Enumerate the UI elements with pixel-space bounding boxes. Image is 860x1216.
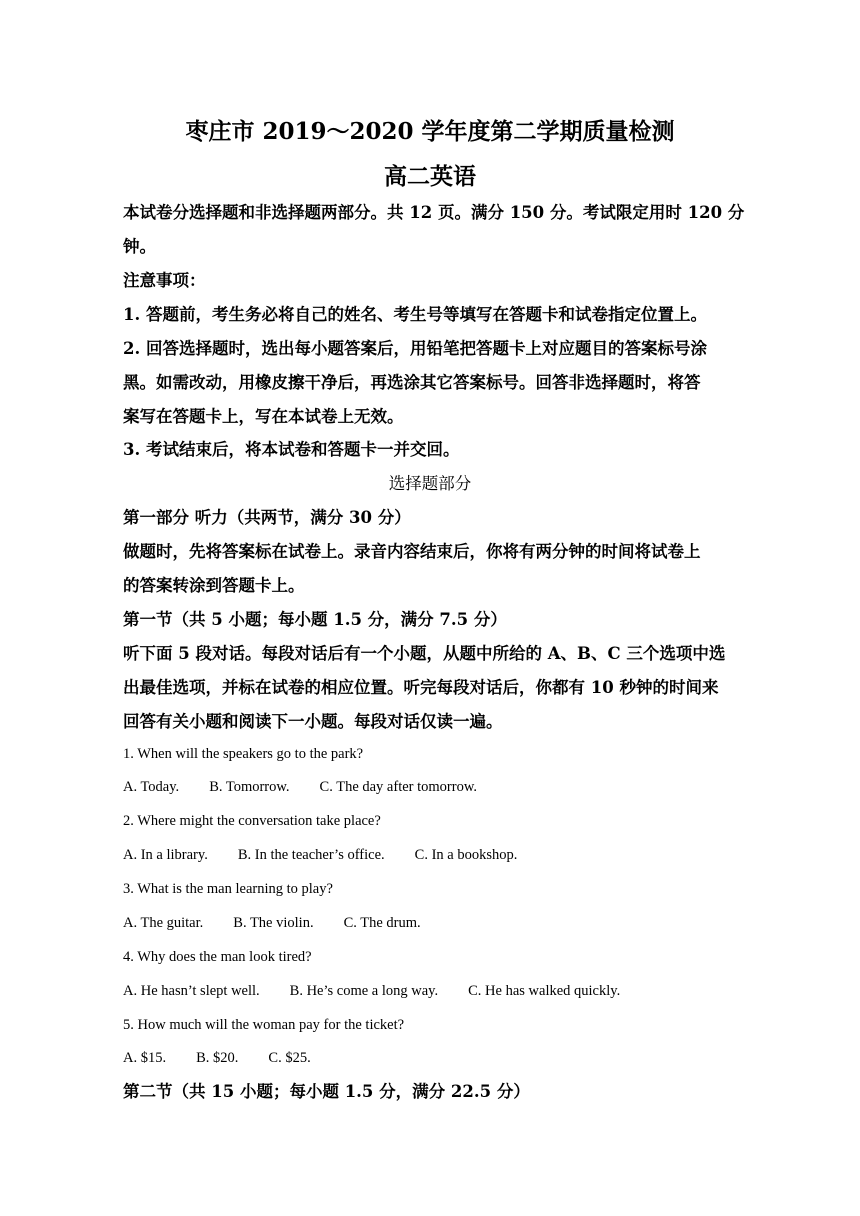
question-2: 2. Where might the conversation take place? bbox=[123, 813, 381, 829]
question-4: 4. Why does the man look tired? bbox=[123, 949, 312, 965]
notice-item-2-line-3: 案写在答题卡上，写在本试卷上无效。 bbox=[123, 407, 404, 426]
option-c: C. $25. bbox=[268, 1050, 311, 1066]
notice-item-3: 3. 考试结束后，将本试卷和答题卡一并交回。 bbox=[123, 440, 460, 459]
exam-title: 枣庄市 2019～2020 学年度第二学期质量检测 bbox=[185, 118, 675, 145]
notice-item-2-line-2: 黑。如需改动，用橡皮擦干净后，再选涂其它答案标号。回答非选择题时，将答 bbox=[123, 373, 701, 392]
option-a: A. He hasn’t slept well. bbox=[123, 983, 260, 999]
question-5: 5. How much will the woman pay for the ticket? bbox=[123, 1017, 405, 1033]
notice-heading: 注意事项： bbox=[123, 271, 206, 290]
question-3: 3. What is the man learning to play? bbox=[123, 881, 333, 897]
option-c: C. He has walked quickly. bbox=[468, 983, 621, 999]
notice-item-1: 1. 答题前，考生务必将自己的姓名、考生号等填写在答题卡和试卷指定位置上。 bbox=[123, 305, 707, 324]
option-b: B. $20. bbox=[196, 1050, 239, 1066]
notice-item-2-line-1: 2. 回答选择题时，选出每小题答案后，用铅笔把答题卡上对应题目的答案标号涂 bbox=[123, 339, 707, 358]
option-a: A. The guitar. bbox=[123, 915, 204, 931]
option-a: A. Today. bbox=[123, 779, 180, 795]
sec2-heading: 第二节（共 15 小题；每小题 1.5 分，满分 22.5 分） bbox=[123, 1082, 530, 1101]
option-c: C. The drum. bbox=[343, 915, 421, 931]
option-b: B. Tomorrow. bbox=[209, 779, 290, 795]
option-b: B. In the teacher’s office. bbox=[237, 847, 385, 863]
option-a: A. $15. bbox=[123, 1050, 167, 1066]
option-b: B. He’s come a long way. bbox=[289, 983, 439, 999]
option-a: A. In a library. bbox=[123, 847, 208, 863]
section-title: 选择题部分 bbox=[388, 474, 472, 493]
sec1-heading: 第一节（共 5 小题；每小题 1.5 分，满分 7.5 分） bbox=[123, 610, 507, 629]
exam-subject: 高二英语 bbox=[384, 163, 476, 190]
question-1-options bbox=[123, 777, 477, 797]
part1-desc-line-2: 的答案转涂到答题卡上。 bbox=[123, 576, 305, 595]
question-4-options bbox=[123, 981, 620, 1001]
part1-desc-line-1: 做题时，先将答案标在试卷上。录音内容结束后，你将有两分钟的时间将试卷上 bbox=[123, 542, 701, 561]
sec1-desc-line-2: 出最佳选项，并标在试卷的相应位置。听完每段对话后，你都有 10 秒钟的时间来 bbox=[123, 678, 719, 697]
question-1: 1. When will the speakers go to the park? bbox=[123, 746, 364, 762]
question-3-options bbox=[123, 913, 421, 933]
option-c: C. In a bookshop. bbox=[414, 847, 518, 863]
question-2-options bbox=[123, 845, 517, 865]
part1-heading: 第一部分 听力（共两节，满分 30 分） bbox=[123, 508, 411, 527]
intro-line-2: 钟。 bbox=[123, 237, 156, 256]
question-5-options bbox=[123, 1048, 311, 1068]
sec1-desc-line-1: 听下面 5 段对话。每段对话后有一个小题，从题中所给的 A、B、C 三个选项中选 bbox=[123, 644, 726, 663]
option-c: C. The day after tomorrow. bbox=[319, 779, 477, 795]
sec1-desc-line-3: 回答有关小题和阅读下一小题。每段对话仅读一遍。 bbox=[123, 712, 503, 731]
intro-line-1: 本试卷分选择题和非选择题两部分。共 12 页。满分 150 分。考试限定用时 120 分 bbox=[123, 203, 745, 222]
option-b: B. The violin. bbox=[233, 915, 314, 931]
